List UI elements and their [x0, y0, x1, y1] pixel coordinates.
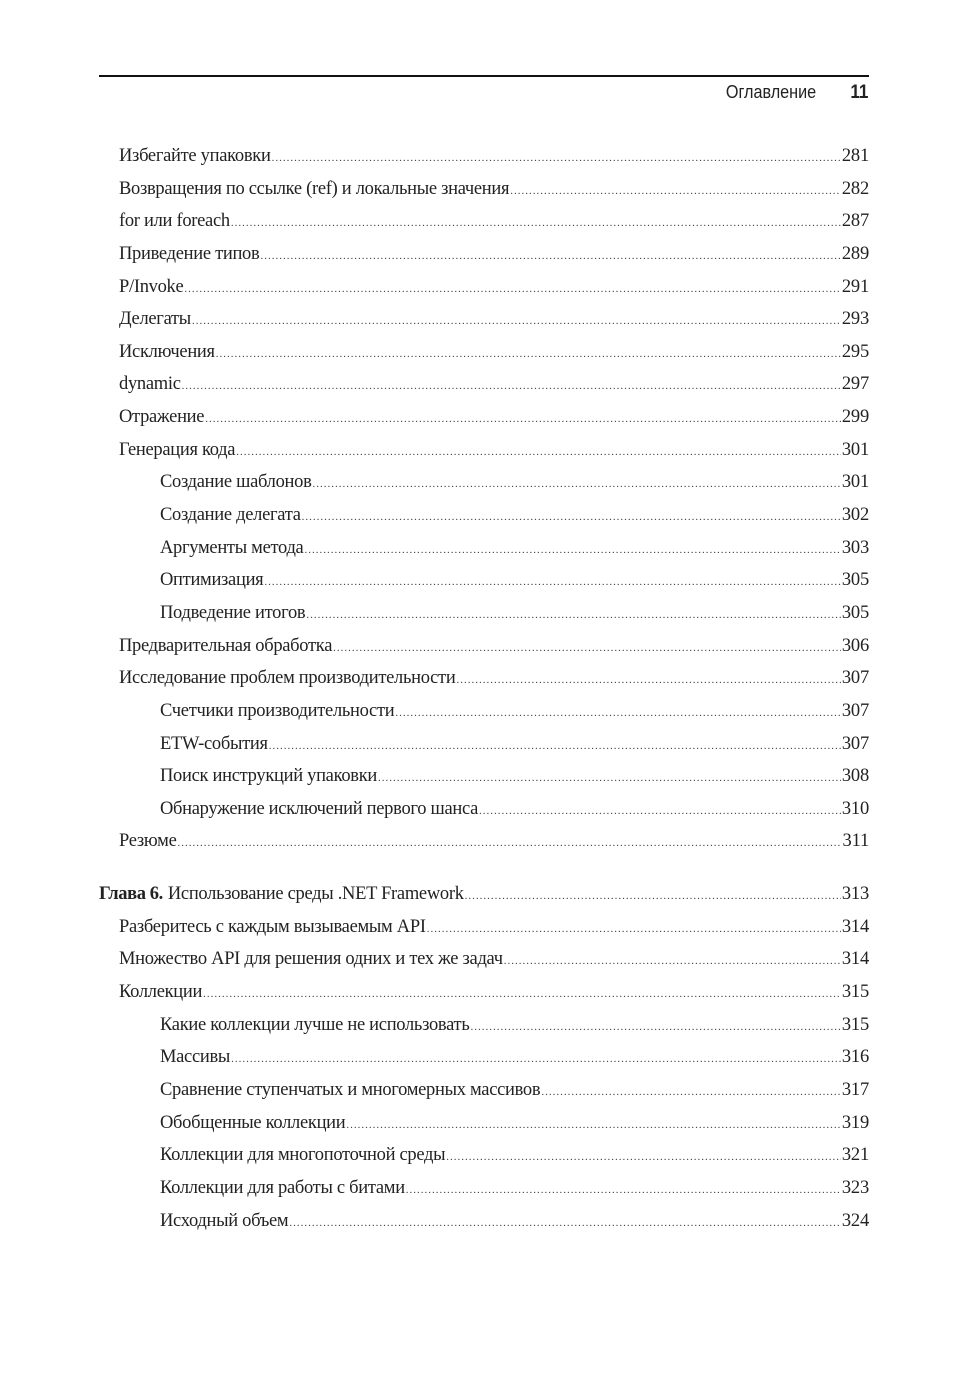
toc-entry-title: Делегаты	[119, 309, 191, 330]
toc-entry[interactable]	[99, 1141, 869, 1174]
toc-entry-title: Приведение типов	[119, 243, 260, 264]
toc-entry-page: 299	[841, 407, 869, 428]
toc-entry[interactable]	[99, 1109, 869, 1142]
toc-entry-page: 313	[841, 884, 869, 905]
toc-entry-page: 306	[841, 635, 869, 656]
running-head	[725, 82, 868, 104]
toc-entry[interactable]	[99, 1174, 869, 1207]
table-of-contents	[99, 142, 869, 1239]
toc-entry[interactable]	[99, 403, 869, 436]
toc-entry-page: 301	[841, 439, 869, 460]
dot-leader	[504, 947, 841, 975]
toc-entry-page: 305	[841, 602, 869, 623]
dot-leader	[306, 601, 840, 629]
toc-entry[interactable]	[99, 436, 869, 469]
toc-entry-title: Множество API для решения одних и тех же задач	[119, 949, 503, 970]
toc-entry-title: Массивы	[160, 1047, 231, 1068]
toc-chapter-entry[interactable]	[99, 880, 869, 913]
toc-entry-title: Избегайте упаковки	[119, 146, 271, 166]
toc-entry-page: 302	[841, 505, 869, 526]
toc-entry[interactable]	[99, 273, 869, 306]
toc-entry-page: 307	[841, 668, 869, 689]
dot-leader	[378, 764, 841, 792]
toc-entry-title: Исходный объем	[160, 1210, 289, 1231]
toc-entry-page: 287	[841, 211, 869, 232]
dot-leader	[272, 144, 841, 172]
toc-entry[interactable]	[99, 1043, 869, 1076]
toc-entry[interactable]	[99, 468, 869, 501]
toc-entry-page: 314	[841, 916, 869, 937]
dot-leader	[178, 829, 842, 857]
dot-leader	[216, 340, 841, 368]
toc-entry-title: Создание делегата	[160, 505, 301, 526]
toc-entry-title: Обобщенные коллекции	[160, 1112, 346, 1133]
toc-entry-page: 307	[841, 733, 869, 754]
toc-entry-title: Генерация кода	[119, 439, 236, 460]
chapter-number: Глава 6.	[99, 884, 163, 905]
dot-leader	[510, 177, 841, 205]
toc-entry-page: 308	[841, 766, 869, 787]
toc-entry-title: Разберитесь с каждым вызываемым API	[119, 916, 426, 937]
toc-entry-title: ETW-события	[160, 733, 268, 754]
dot-leader	[456, 666, 840, 694]
toc-entry[interactable]	[99, 827, 869, 860]
toc-entry-page: 293	[841, 309, 869, 330]
toc-entry-title: Какие коллекции лучше не использовать	[160, 1014, 470, 1035]
toc-entry[interactable]	[99, 599, 869, 632]
toc-entry-title: Обнаружение исключений первого шанса	[160, 798, 478, 819]
toc-entry-page: 303	[841, 537, 869, 558]
dot-leader	[231, 1045, 841, 1073]
toc-entry-page: 282	[841, 178, 869, 199]
toc-entry[interactable]	[99, 305, 869, 338]
dot-leader	[260, 242, 840, 270]
toc-entry-page: 316	[841, 1047, 869, 1068]
toc-entry-page: 297	[841, 374, 869, 395]
toc-entry-page: 289	[841, 243, 869, 264]
toc-entry-page: 319	[841, 1112, 869, 1133]
toc-entry-title: Счетчики производительности	[160, 700, 395, 721]
dot-leader	[182, 372, 841, 400]
toc-entry-title: Оптимизация	[160, 570, 264, 591]
toc-entry[interactable]	[99, 762, 869, 795]
toc-entry[interactable]	[99, 1076, 869, 1109]
page-number: 11	[849, 82, 868, 103]
toc-entry[interactable]	[99, 913, 869, 946]
toc-entry-page: 301	[841, 472, 869, 493]
toc-entry[interactable]	[99, 697, 869, 730]
dot-leader	[269, 732, 841, 760]
toc-entry-title: Создание шаблонов	[160, 472, 312, 493]
toc-entry-title: Исключения	[119, 341, 215, 362]
dot-leader	[446, 1143, 841, 1171]
dot-leader	[395, 699, 841, 727]
dot-leader	[264, 568, 840, 596]
toc-entry[interactable]	[99, 142, 869, 175]
toc-entry-title: Коллекции для работы с битами	[160, 1177, 405, 1198]
dot-leader	[541, 1078, 841, 1106]
dot-leader	[406, 1176, 841, 1204]
toc-entry[interactable]	[99, 566, 869, 599]
toc-entry-title: dynamic	[119, 374, 181, 395]
toc-entry-title: Аргументы метода	[160, 537, 304, 558]
toc-entry-title: Коллекции	[119, 982, 203, 1003]
toc-entry-page: 310	[841, 798, 869, 819]
toc-entry[interactable]	[99, 370, 869, 403]
toc-entry[interactable]	[99, 338, 869, 371]
toc-entry[interactable]	[99, 730, 869, 763]
dot-leader	[470, 1013, 840, 1041]
toc-entry-title: Поиск инструкций упаковки	[160, 766, 378, 787]
toc-entry-title: P/Invoke	[119, 276, 184, 297]
dot-leader	[302, 503, 841, 531]
dot-leader	[203, 980, 841, 1008]
dot-leader	[205, 405, 841, 433]
toc-entry[interactable]	[99, 1207, 869, 1240]
toc-entry-page: 305	[841, 570, 869, 591]
dot-leader	[231, 209, 841, 237]
toc-entry-title: Коллекции для многопоточной среды	[160, 1145, 446, 1166]
toc-entry[interactable]	[99, 240, 869, 273]
header-rule	[99, 75, 869, 77]
toc-entry[interactable]	[99, 632, 869, 665]
toc-entry[interactable]	[99, 978, 869, 1011]
dot-leader	[304, 536, 840, 564]
dot-leader	[289, 1209, 840, 1237]
toc-entry-title: Исследование проблем производительности	[119, 668, 456, 689]
toc-entry-title: Сравнение ступенчатых и многомерных массивов	[160, 1079, 541, 1100]
toc-entry-title: for или foreach	[119, 211, 230, 232]
toc-entry[interactable]	[99, 175, 869, 208]
dot-leader	[346, 1111, 840, 1139]
toc-entry-page: 311	[842, 831, 869, 852]
toc-entry[interactable]	[99, 1011, 869, 1044]
toc-entry-title: Резюме	[119, 831, 177, 852]
dot-leader	[192, 307, 841, 335]
dot-leader	[427, 915, 841, 943]
toc-entry-title: Подведение итогов	[160, 602, 306, 623]
toc-entry-page: 315	[841, 982, 869, 1003]
toc-entry-title: Отражение	[119, 407, 205, 428]
dot-leader	[184, 275, 840, 303]
dot-leader	[236, 438, 841, 466]
toc-entry-page: 317	[841, 1079, 869, 1100]
toc-entry-page: 307	[841, 700, 869, 721]
toc-entry[interactable]	[99, 795, 869, 828]
toc-entry-title: Использование среды .NET Framework	[167, 884, 464, 905]
toc-entry-title: Возвращения по ссылке (ref) и локальные значения	[119, 178, 510, 199]
toc-entry-page: 281	[841, 146, 869, 166]
dot-leader	[313, 470, 841, 498]
toc-entry-page: 315	[841, 1014, 869, 1035]
toc-entry-page: 321	[841, 1145, 869, 1166]
toc-entry-page: 323	[841, 1177, 869, 1198]
toc-entry-page: 291	[841, 276, 869, 297]
toc-entry-title: Предварительная обработка	[119, 635, 333, 656]
toc-entry-page: 324	[841, 1210, 869, 1231]
dot-leader	[333, 634, 841, 662]
toc-entry[interactable]	[99, 501, 869, 534]
toc-entry[interactable]	[99, 534, 869, 567]
toc-entry[interactable]	[99, 207, 869, 240]
toc-entry-page: 295	[841, 341, 869, 362]
toc-entry-page: 314	[841, 949, 869, 970]
dot-leader	[465, 882, 841, 910]
dot-leader	[479, 797, 841, 825]
toc-entry[interactable]	[99, 945, 869, 978]
running-head-title: Оглавление	[725, 82, 816, 102]
toc-entry[interactable]	[99, 664, 869, 697]
